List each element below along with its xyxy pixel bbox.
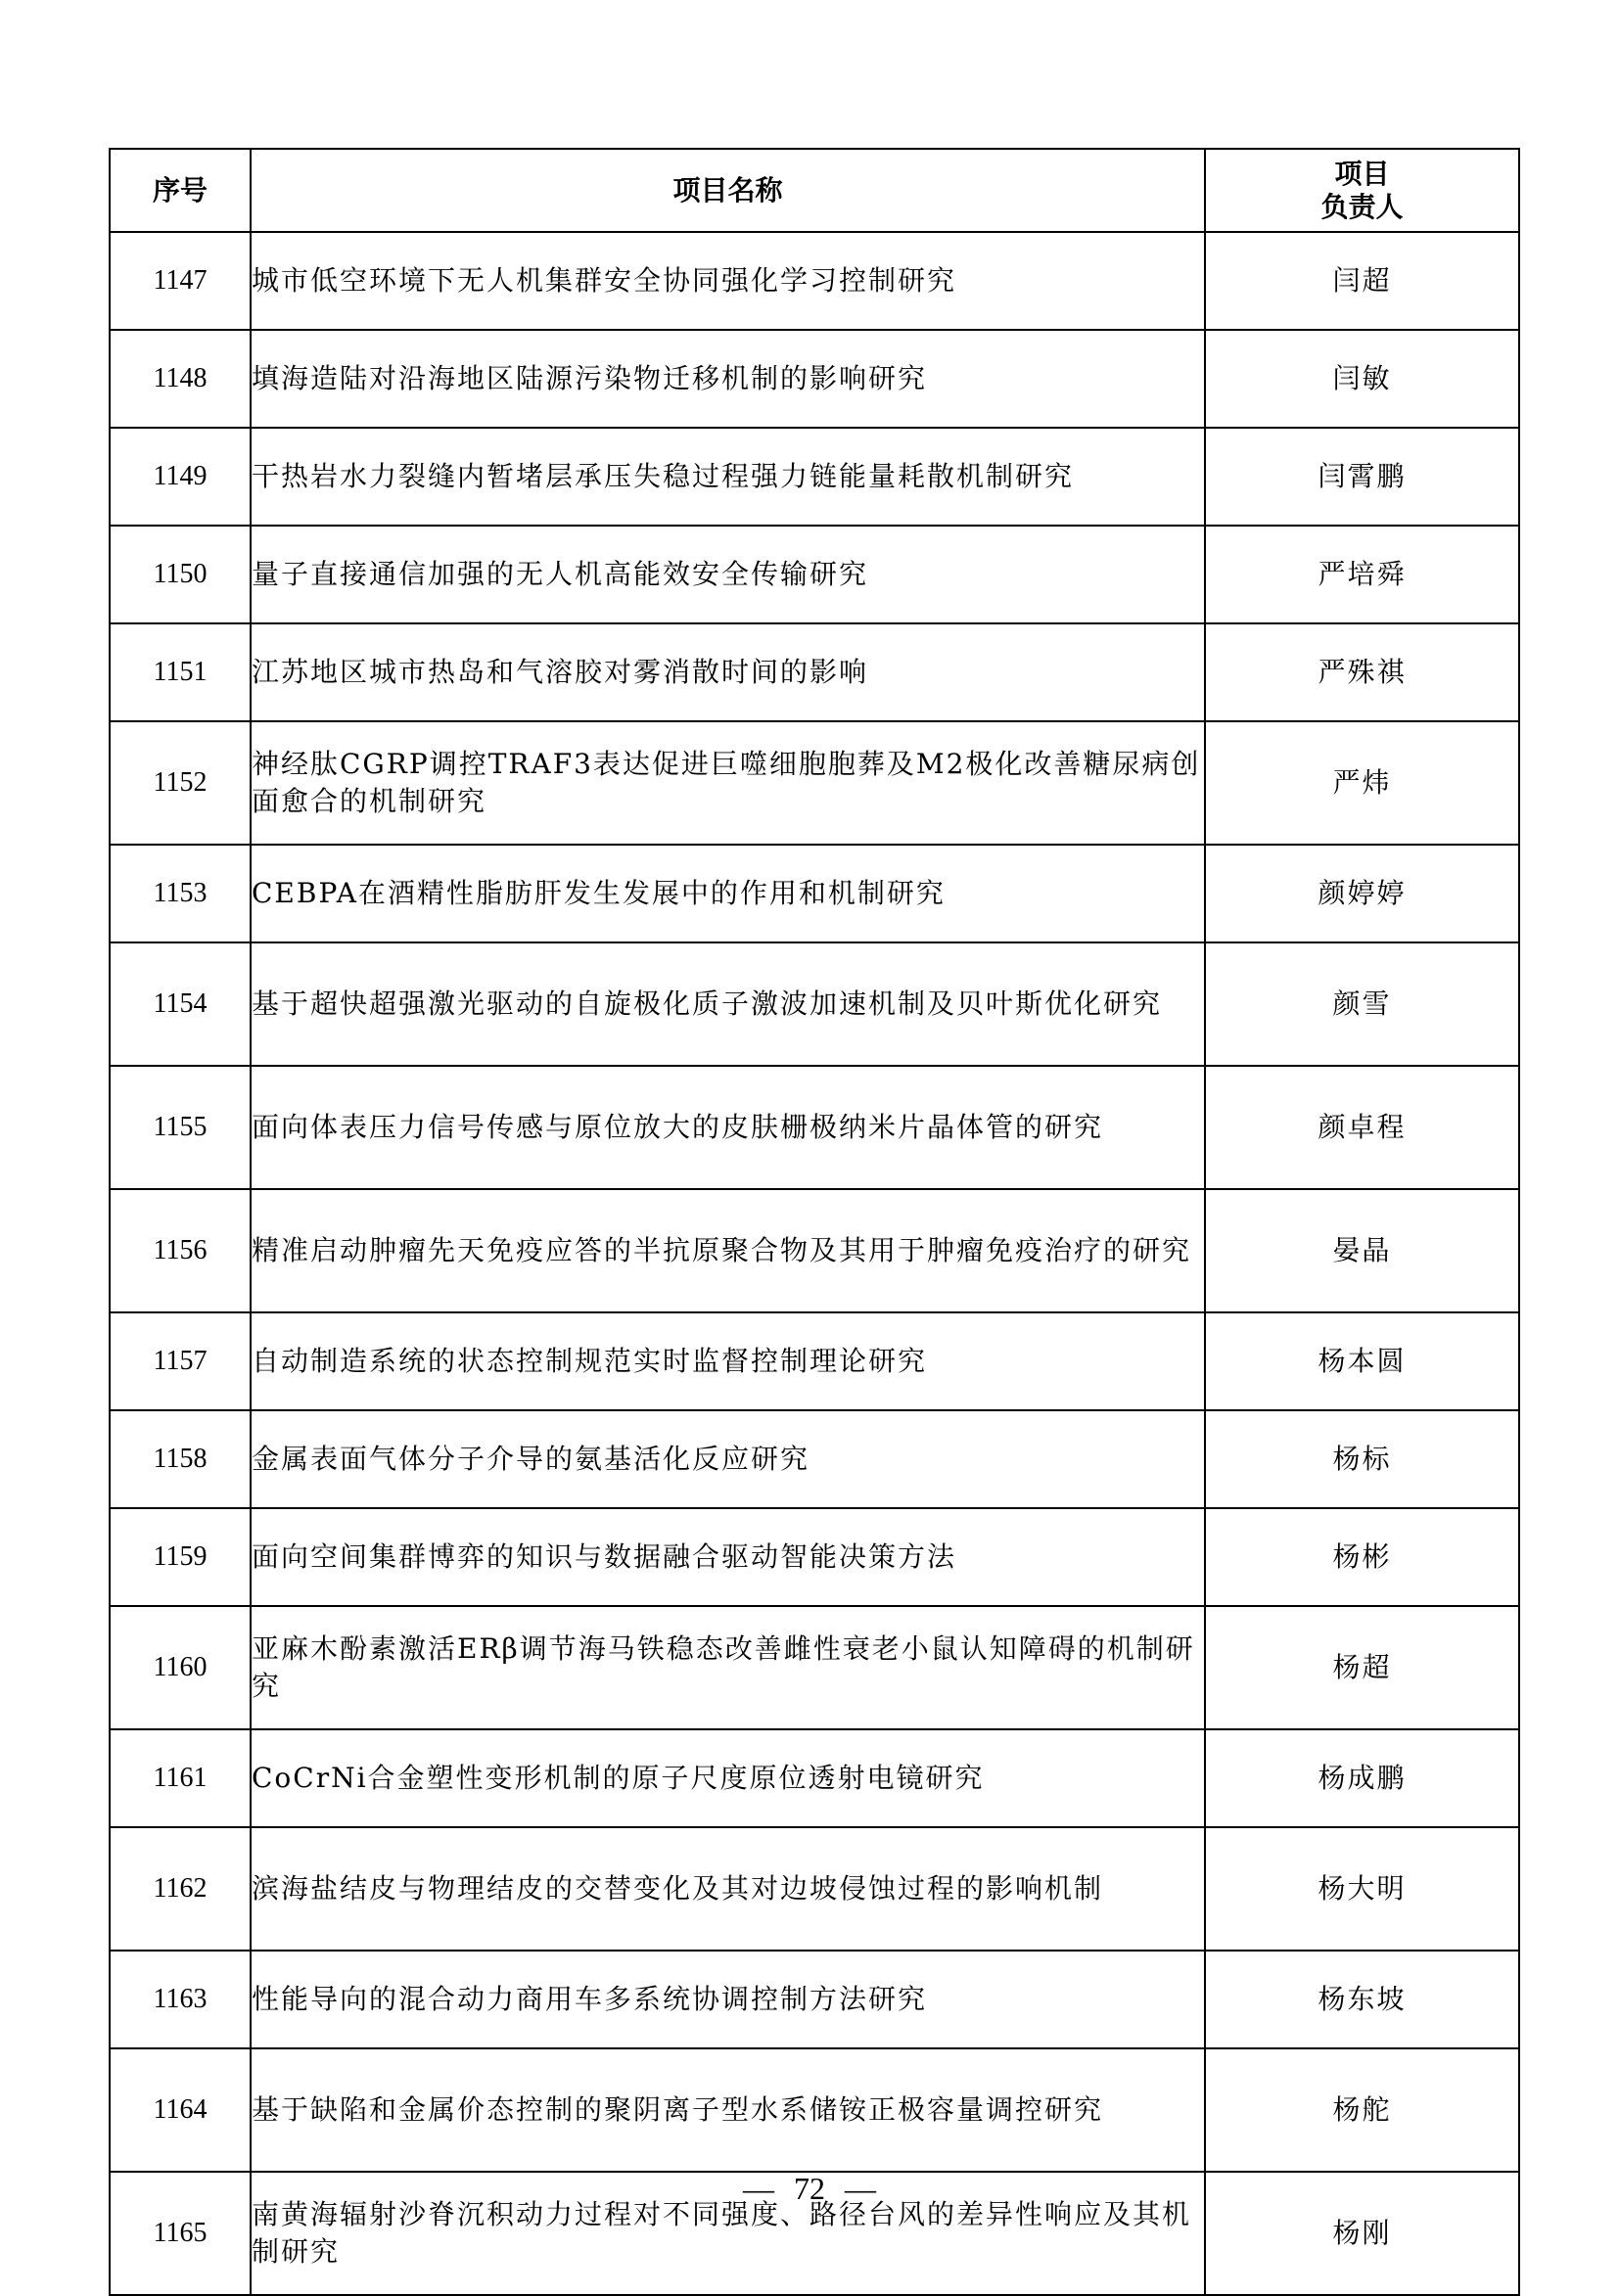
row-serial-number: 1158 <box>110 1410 251 1508</box>
row-project-name: 精准启动肿瘤先天免疫应答的半抗原聚合物及其用于肿瘤免疫治疗的研究 <box>251 1189 1205 1312</box>
row-project-name: 南黄海辐射沙脊沉积动力过程对不同强度、路径台风的差异性响应及其机制研究 <box>251 2172 1205 2295</box>
row-serial-number: 1161 <box>110 1729 251 1827</box>
header-serial-number: 序号 <box>110 149 251 232</box>
row-project-lead: 严殊祺 <box>1205 623 1519 721</box>
row-project-lead: 杨刚 <box>1205 2172 1519 2295</box>
row-project-name: 自动制造系统的状态控制规范实时监督控制理论研究 <box>251 1312 1205 1410</box>
row-serial-number: 1154 <box>110 942 251 1066</box>
row-serial-number: 1147 <box>110 232 251 330</box>
row-project-name: 干热岩水力裂缝内暂堵层承压失稳过程强力链能量耗散机制研究 <box>251 428 1205 526</box>
table-row <box>110 526 1519 623</box>
row-project-name: 基于超快超强激光驱动的自旋极化质子激波加速机制及贝叶斯优化研究 <box>251 942 1205 1066</box>
row-project-name: 面向体表压力信号传感与原位放大的皮肤栅极纳米片晶体管的研究 <box>251 1066 1205 1189</box>
row-project-name: CoCrNi合金塑性变形机制的原子尺度原位透射电镜研究 <box>251 1729 1205 1827</box>
footer-dash-left: — <box>743 2171 774 2206</box>
row-project-name: 性能导向的混合动力商用车多系统协调控制方法研究 <box>251 1951 1205 2048</box>
row-serial-number: 1155 <box>110 1066 251 1189</box>
row-serial-number: 1157 <box>110 1312 251 1410</box>
row-serial-number: 1164 <box>110 2048 251 2172</box>
project-table <box>109 148 1520 2296</box>
row-project-name: 面向空间集群博弈的知识与数据融合驱动智能决策方法 <box>251 1508 1205 1606</box>
row-serial-number: 1152 <box>110 721 251 845</box>
table-row <box>110 2048 1519 2172</box>
table-row <box>110 232 1519 330</box>
table-row <box>110 1410 1519 1508</box>
table-row <box>110 1729 1519 1827</box>
table-row <box>110 1189 1519 1312</box>
row-project-lead: 杨大明 <box>1205 1827 1519 1951</box>
row-serial-number: 1165 <box>110 2172 251 2295</box>
page-number-footer <box>0 2169 1619 2208</box>
table-header-row <box>110 149 1519 232</box>
header-project-lead <box>1205 149 1519 232</box>
row-project-name: 基于缺陷和金属价态控制的聚阴离子型水系储铵正极容量调控研究 <box>251 2048 1205 2172</box>
row-project-name: 江苏地区城市热岛和气溶胶对雾消散时间的影响 <box>251 623 1205 721</box>
row-project-name: 滨海盐结皮与物理结皮的交替变化及其对边坡侵蚀过程的影响机制 <box>251 1827 1205 1951</box>
row-project-lead: 杨东坡 <box>1205 1951 1519 2048</box>
row-project-lead: 严炜 <box>1205 721 1519 845</box>
table-row <box>110 721 1519 845</box>
row-project-name: 亚麻木酚素激活ERβ调节海马铁稳态改善雌性衰老小鼠认知障碍的机制研究 <box>251 1606 1205 1729</box>
header-project-lead-line1: 项目 <box>1334 157 1390 190</box>
footer-dash-right: — <box>845 2171 876 2206</box>
row-project-name: 城市低空环境下无人机集群安全协同强化学习控制研究 <box>251 232 1205 330</box>
row-project-lead: 闫敏 <box>1205 330 1519 428</box>
table-row <box>110 1827 1519 1951</box>
row-project-lead: 颜卓程 <box>1205 1066 1519 1189</box>
header-project-lead-line2: 负责人 <box>1320 190 1404 223</box>
row-serial-number: 1162 <box>110 1827 251 1951</box>
row-project-lead: 杨本圆 <box>1205 1312 1519 1410</box>
row-project-lead: 晏晶 <box>1205 1189 1519 1312</box>
row-project-name: 量子直接通信加强的无人机高能效安全传输研究 <box>251 526 1205 623</box>
row-serial-number: 1153 <box>110 845 251 942</box>
header-project-name: 项目名称 <box>251 149 1205 232</box>
row-project-lead: 颜婷婷 <box>1205 845 1519 942</box>
table-row <box>110 1066 1519 1189</box>
row-serial-number: 1159 <box>110 1508 251 1606</box>
row-project-lead: 闫霄鹏 <box>1205 428 1519 526</box>
table-body <box>110 232 1519 2295</box>
row-project-lead: 杨成鹏 <box>1205 1729 1519 1827</box>
row-project-name: CEBPA在酒精性脂肪肝发生发展中的作用和机制研究 <box>251 845 1205 942</box>
row-serial-number: 1163 <box>110 1951 251 2048</box>
table-row <box>110 1508 1519 1606</box>
row-project-lead: 闫超 <box>1205 232 1519 330</box>
row-project-lead: 杨标 <box>1205 1410 1519 1508</box>
table-row <box>110 623 1519 721</box>
row-project-name: 金属表面气体分子介导的氨基活化反应研究 <box>251 1410 1205 1508</box>
row-serial-number: 1150 <box>110 526 251 623</box>
row-serial-number: 1148 <box>110 330 251 428</box>
table-row <box>110 330 1519 428</box>
row-serial-number: 1160 <box>110 1606 251 1729</box>
row-serial-number: 1156 <box>110 1189 251 1312</box>
page-number: 72 <box>794 2171 825 2206</box>
table-row <box>110 845 1519 942</box>
row-project-lead: 颜雪 <box>1205 942 1519 1066</box>
table-row <box>110 1312 1519 1410</box>
table-row <box>110 1606 1519 1729</box>
row-project-lead: 严培舜 <box>1205 526 1519 623</box>
row-project-name: 神经肽CGRP调控TRAF3表达促进巨噬细胞胞葬及M2极化改善糖尿病创面愈合的机制研究 <box>251 721 1205 845</box>
row-project-lead: 杨彬 <box>1205 1508 1519 1606</box>
row-project-name: 填海造陆对沿海地区陆源污染物迁移机制的影响研究 <box>251 330 1205 428</box>
row-project-lead: 杨舵 <box>1205 2048 1519 2172</box>
table-row <box>110 942 1519 1066</box>
row-project-lead: 杨超 <box>1205 1606 1519 1729</box>
table-row <box>110 1951 1519 2048</box>
row-serial-number: 1151 <box>110 623 251 721</box>
table-row <box>110 428 1519 526</box>
row-serial-number: 1149 <box>110 428 251 526</box>
